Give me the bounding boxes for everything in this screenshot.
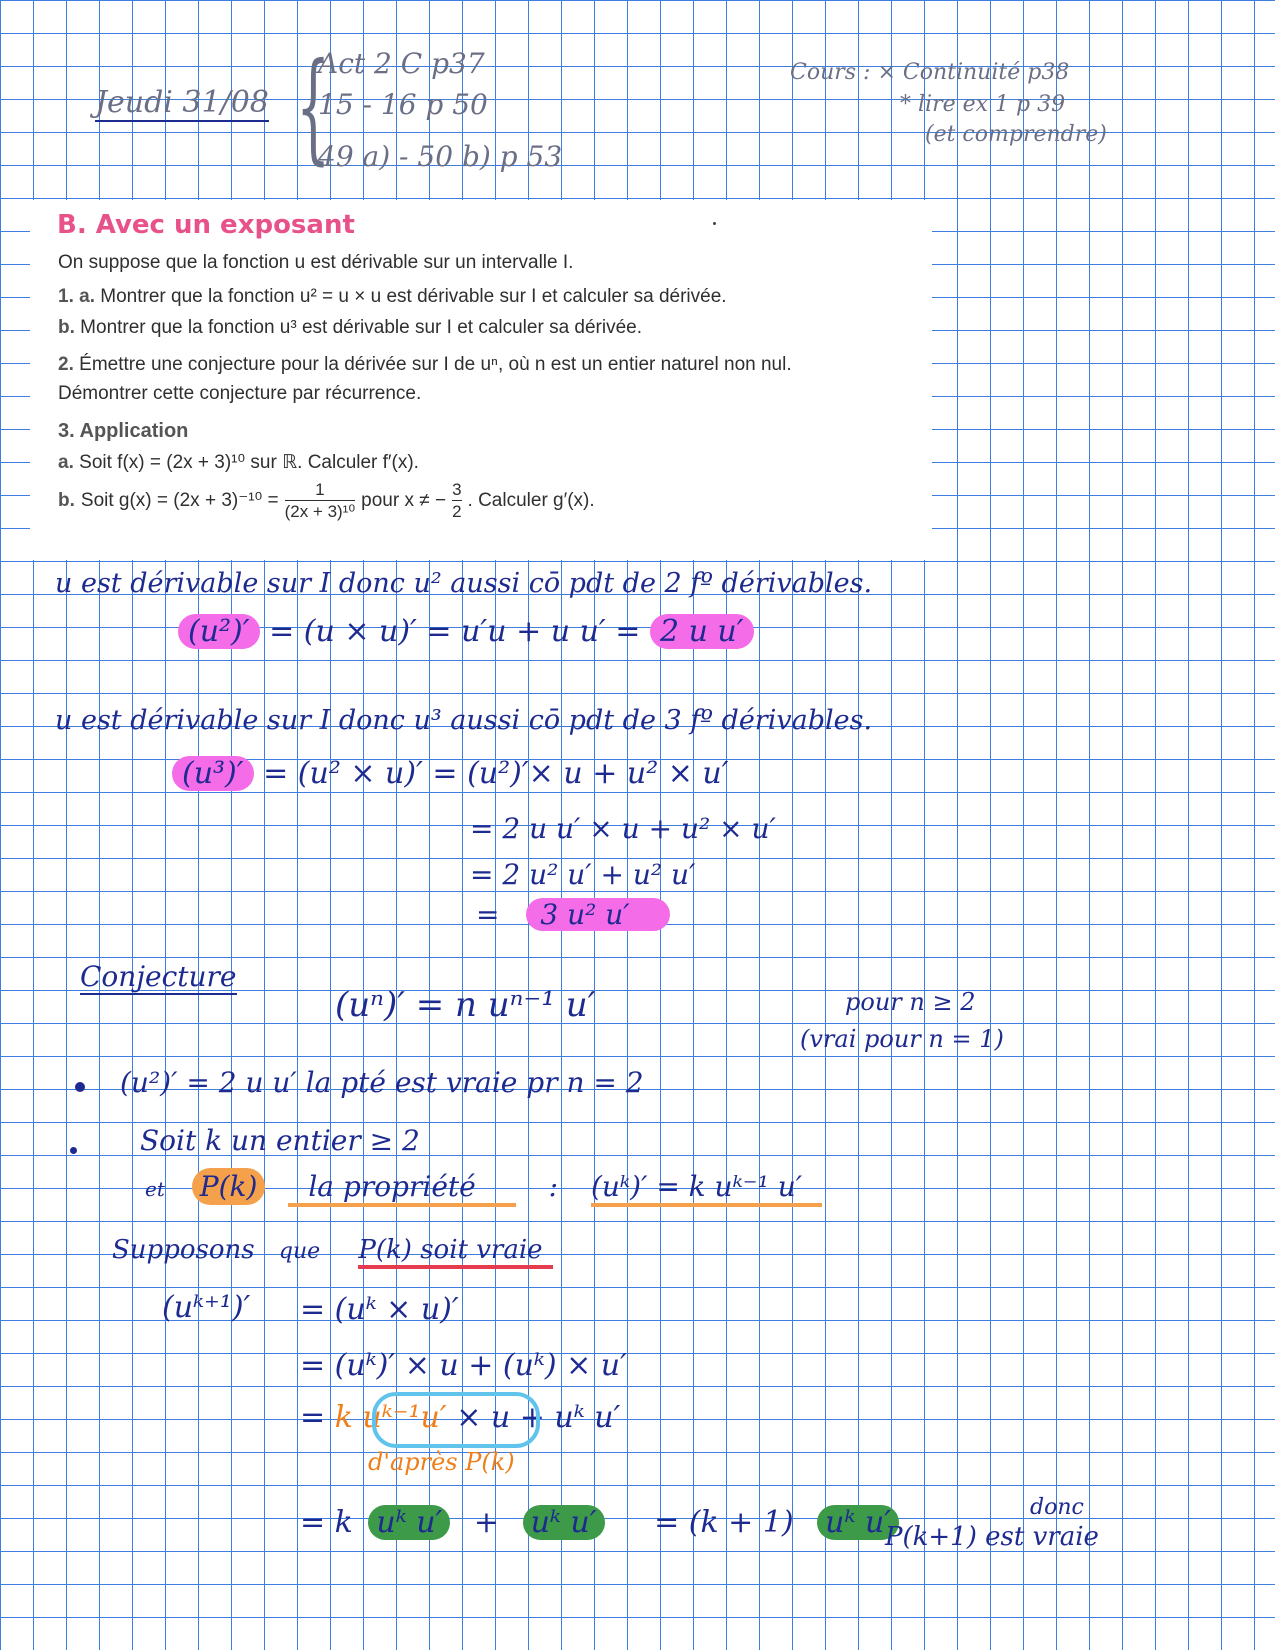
- q3b-mid: pour x ≠ −: [361, 489, 447, 511]
- highlight-green-3: uᵏ u′: [817, 1505, 899, 1540]
- highlight-green-1: uᵏ u′: [368, 1505, 450, 1540]
- property-formula: (uᵏ)′ = k uᵏ⁻¹ u′: [591, 1170, 822, 1207]
- recurrence-step-2: = (uᵏ)′ × u + (uᵏ) × u′: [300, 1348, 627, 1383]
- q3b-fraction: [285, 480, 356, 521]
- bullet-2-text: Soit k un entier ≥ 2: [140, 1124, 420, 1157]
- q2-number: 2.: [58, 354, 74, 375]
- q3b-frac-den: (2x + 3)¹⁰: [284, 501, 356, 521]
- note-line-3: u est dérivable sur I donc u³ aussi cō pdt de 3 fº dérivables.: [55, 705, 873, 736]
- highlight-pk: P(k): [192, 1168, 266, 1205]
- header-task-1: Act 2 C p37: [318, 47, 485, 80]
- q1a-number: 1. a.: [58, 286, 95, 307]
- recurrence-lhs: (uᵏ⁺¹)′: [162, 1290, 251, 1325]
- property-colon: :: [548, 1170, 559, 1203]
- conjecture-cond-1: pour n ≥ 2: [845, 988, 976, 1016]
- exercise-q3-title: 3. Application: [58, 420, 189, 442]
- q3b-right: . Calculer g′(x).: [467, 489, 595, 511]
- conjecture-label: Conjecture: [80, 960, 237, 993]
- header-date: Jeudi 31/08: [95, 85, 269, 120]
- suppose-que: que: [278, 1239, 321, 1264]
- conclusion-text: P(k+1) est vraie: [885, 1522, 1099, 1552]
- property-line: [145, 1170, 822, 1203]
- exercise-title: B. Avec un exposant: [57, 210, 355, 240]
- course-note-1: Cours : × Continuité p38: [790, 60, 1070, 85]
- bullet-1-text: (u²)′ = 2 u u′ la pté est vraie pr n = 2: [120, 1066, 644, 1099]
- bullet-1: [75, 1082, 85, 1092]
- exercise-q2: [58, 354, 792, 376]
- exercise-q3a: [58, 451, 419, 474]
- conjecture-cond-2: (vrai pour n = 1): [800, 1025, 1004, 1053]
- note-line-4-mid: = (u² × u)′ = (u²)′× u + u² × u′: [263, 756, 729, 791]
- q3a-number: a.: [58, 452, 74, 473]
- q3b-left: Soit g(x) = (2x + 3)⁻¹⁰ =: [80, 490, 279, 512]
- bullet-2: [70, 1147, 77, 1154]
- suppose-word: Supposons: [112, 1235, 255, 1265]
- note-line-5: = 2 u u′ × u + u² × u′: [470, 812, 776, 845]
- recurrence-step-3-rest: × u + uᵏ u′: [456, 1400, 621, 1435]
- note-line-6: = 2 u² u′ + u² u′: [470, 858, 696, 891]
- q1b-text: Montrer que la fonction u³ est dérivable sur I et calculer sa dérivée.: [80, 317, 643, 338]
- note-line-1: u est dérivable sur I donc u² aussi cō pdt de 2 fº dérivables.: [55, 568, 873, 599]
- q3b-fraction-2: [452, 480, 461, 521]
- suppose-line: [112, 1235, 553, 1265]
- q3b-frac2-den: 2: [452, 501, 462, 521]
- note-line-2: [178, 614, 754, 649]
- exercise-q1a: [58, 286, 727, 308]
- recurrence-step-1: = (uᵏ × u)′: [300, 1292, 459, 1327]
- blue-circle-annotation: [372, 1392, 540, 1448]
- suppose-pk-true: P(k) soit vraie: [358, 1235, 552, 1269]
- left-brace: {: [295, 38, 331, 177]
- exercise-q2-line2: Démontrer cette conjecture par récurrence.: [58, 383, 422, 404]
- highlight-3u2u: 3 u² u′: [526, 898, 669, 931]
- recurrence-step-4-eq: = (k + 1): [654, 1505, 794, 1540]
- property-et: et: [145, 1177, 165, 1201]
- recurrence-step-3-eq: =: [300, 1400, 326, 1435]
- exercise-card: [30, 200, 932, 560]
- highlight-u2-derivative: (u²)′: [178, 614, 260, 649]
- note-line-4: [172, 756, 729, 791]
- note-line-7: [476, 898, 670, 931]
- q3b-frac2-num: 3: [452, 480, 462, 499]
- highlight-2uu: 2 u u′: [650, 614, 754, 649]
- q1a-text: Montrer que la fonction u² = u × u est dérivable sur I et calculer sa dérivée.: [100, 286, 727, 307]
- highlight-u3-derivative: (u³)′: [172, 756, 254, 791]
- recurrence-step-3-orange: k uᵏ⁻¹u′: [334, 1400, 447, 1435]
- highlight-green-2: uᵏ u′: [523, 1505, 605, 1540]
- recurrence-step-4-a: = k: [300, 1505, 353, 1540]
- recurrence-note: d'après P(k): [368, 1448, 515, 1476]
- conjecture-formula: (uⁿ)′ = n uⁿ⁻¹ u′: [335, 985, 596, 1025]
- exercise-q3b: [58, 480, 595, 521]
- header-task-2: 15 - 16 p 50: [318, 88, 488, 121]
- q3a-text: Soit f(x) = (2x + 3)¹⁰ sur ℝ. Calculer f′(x).: [79, 452, 419, 473]
- recurrence-step-4: [300, 1505, 899, 1540]
- q3b-frac-num: 1: [315, 480, 325, 499]
- stray-dot: [713, 222, 716, 225]
- course-note-3: (et comprendre): [925, 122, 1107, 147]
- q1b-number: b.: [58, 317, 75, 338]
- course-note-2: * lire ex 1 p 39: [900, 92, 1066, 117]
- recurrence-step-4-plus: +: [473, 1505, 500, 1540]
- header-task-3: 49 a) - 50 b) p 53: [318, 140, 563, 173]
- note-line-2-mid: = (u × u)′ = u′u + u u′ =: [269, 614, 641, 649]
- note-line-7-eq: =: [476, 898, 500, 931]
- exercise-q1b: [58, 317, 642, 339]
- exercise-intro: On suppose que la fonction u est dérivable sur un intervalle I.: [58, 252, 574, 273]
- q2-text-1: Émettre une conjecture pour la dérivée sur I de uⁿ, où n est un entier naturel non nul.: [79, 354, 792, 375]
- property-label: la propriété: [288, 1170, 515, 1207]
- conclusion-donc: donc: [1030, 1495, 1084, 1520]
- q3b-number: b.: [58, 489, 75, 511]
